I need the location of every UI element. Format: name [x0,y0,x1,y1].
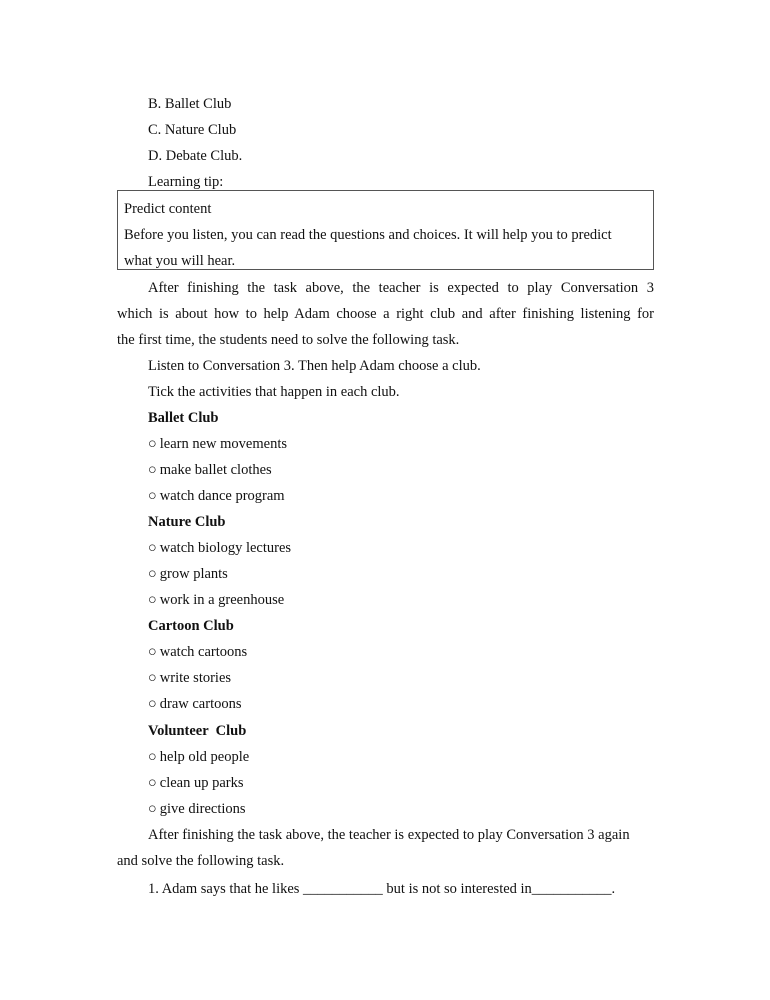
club-heading-ballet: Ballet Club [148,410,219,426]
activity-label: learn new movements [159,436,288,452]
activity-item [148,487,285,505]
instruction-tick: Tick the activities that happen in each club. [148,384,400,400]
checkbox-circle-icon[interactable]: ○ [148,540,157,556]
club-heading-volunteer: Volunteer Club [148,723,247,739]
activity-label: grow plants [159,566,228,582]
activity-label: clean up parks [159,775,244,791]
activity-label: watch cartoons [159,644,248,660]
paragraph1-line1: After finishing the task above, the teacher is expected to play Conversation 3 [148,280,654,296]
paragraph1-line2: which is about how to help Adam choose a right club and after finishing listening for [117,306,654,322]
activity-label: help old people [159,749,250,765]
checkbox-circle-icon[interactable]: ○ [148,670,157,686]
checkbox-circle-icon[interactable]: ○ [148,775,157,791]
tip-box-line1: Before you listen, you can read the questions and choices. It will help you to predict [124,227,612,243]
activity-item [148,643,247,661]
paragraph2-line1: After finishing the task above, the teacher is expected to play Conversation 3 again [148,827,630,843]
activity-label: write stories [159,670,232,686]
checkbox-circle-icon[interactable]: ○ [148,592,157,608]
activity-item [148,748,249,766]
learning-tip-box [117,190,654,270]
tip-box-title: Predict content [124,201,212,217]
activity-item [148,591,284,609]
checkbox-circle-icon[interactable]: ○ [148,801,157,817]
checkbox-circle-icon[interactable]: ○ [148,749,157,765]
option-d: D. Debate Club. [148,148,243,164]
checkbox-circle-icon[interactable]: ○ [148,436,157,452]
activity-item [148,774,244,792]
activity-item [148,539,291,557]
question-1: 1. Adam says that he likes ___________ but is not so interested in___________. [148,881,616,897]
activity-label: make ballet clothes [159,462,272,478]
activity-label: give directions [159,801,246,817]
tip-box-line2: what you will hear. [124,253,236,269]
activity-label: draw cartoons [159,696,242,712]
club-heading-cartoon: Cartoon Club [148,618,234,634]
checkbox-circle-icon[interactable]: ○ [148,462,157,478]
paragraph1-line3: the first time, the students need to solve the following task. [117,332,460,348]
activity-label: watch biology lectures [159,540,292,556]
activity-item [148,800,246,818]
club-heading-nature: Nature Club [148,514,226,530]
activity-item [148,461,272,479]
activity-item [148,695,242,713]
activity-item [148,669,231,687]
activity-item [148,435,287,453]
checkbox-circle-icon[interactable]: ○ [148,488,157,504]
option-b: B. Ballet Club [148,96,232,112]
checkbox-circle-icon[interactable]: ○ [148,696,157,712]
activity-label: watch dance program [159,488,285,504]
activity-item [148,565,228,583]
paragraph2-line2: and solve the following task. [117,853,285,869]
checkbox-circle-icon[interactable]: ○ [148,644,157,660]
activity-label: work in a greenhouse [159,592,285,608]
checkbox-circle-icon[interactable]: ○ [148,566,157,582]
option-c: C. Nature Club [148,122,237,138]
instruction-listen: Listen to Conversation 3. Then help Adam choose a club. [148,358,481,374]
learning-tip-label: Learning tip: [148,174,224,190]
